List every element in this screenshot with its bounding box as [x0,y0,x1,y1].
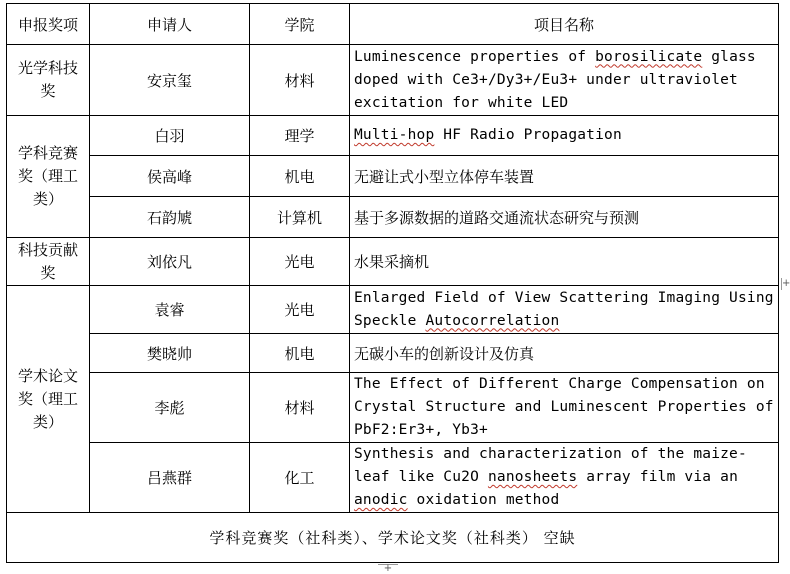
table-row [7,45,779,116]
table-row [7,286,779,334]
award-table-document [6,3,779,563]
applicant-cell: 吕燕群 [90,443,250,513]
project-text: Enlarged Field of View Scattering Imaging Using Speckle [354,289,774,329]
table-row [7,334,779,373]
spellcheck-word: anodic [354,492,408,508]
applicant-cell: 袁睿 [90,286,250,334]
table-row [7,238,779,286]
project-cell: 无碳小车的创新设计及仿真 [350,334,779,373]
table-row [7,116,779,156]
award-cell: 光学科技奖 [7,45,90,116]
project-cell: The Effect of Different Charge Compensation on Crystal Structure and Luminescent Properties of PbF2:Er3+, Yb3+ [350,373,779,443]
project-text: oxidation method [407,492,560,508]
award-cell: 学术论文奖（理工类） [7,286,90,513]
project-cell: 基于多源数据的道路交通流状态研究与预测 [350,197,779,238]
project-text: array film via an [577,469,739,485]
project-cell: 水果采摘机 [350,238,779,286]
table-add-row-handle[interactable]: + [378,564,398,573]
project-text: HF Radio Propagation [434,127,622,143]
project-text: Synthesis and characterization of the maize-leaf like Cu2O [354,446,747,485]
table-row [7,373,779,443]
table-resize-handle[interactable]: + [782,278,790,289]
spellcheck-word: Multi-hop [354,127,435,143]
applicant-cell: 樊晓帅 [90,334,250,373]
applicant-cell: 李彪 [90,373,250,443]
college-cell: 机电 [250,156,350,197]
college-cell: 计算机 [250,197,350,238]
header-award: 申报奖项 [7,4,90,45]
header-project: 项目名称 [350,4,779,45]
college-cell: 材料 [250,373,350,443]
college-cell: 理学 [250,116,350,156]
table-row [7,443,779,513]
award-cell: 学科竞赛奖（理工类） [7,116,90,238]
project-cell [350,286,779,334]
project-cell [350,443,779,513]
college-cell: 光电 [250,286,350,334]
project-cell: 无避让式小型立体停车装置 [350,156,779,197]
project-text: Luminescence properties of [354,48,596,65]
spellcheck-word: borosilicate [595,48,703,65]
award-table [6,3,779,563]
project-cell [350,45,779,116]
vacancy-note: 学科竞赛奖（社科类）、学术论文奖（社科类） 空缺 [7,513,779,563]
table-header-row [7,4,779,45]
award-cell: 科技贡献奖 [7,238,90,286]
college-cell: 化工 [250,443,350,513]
header-applicant: 申请人 [90,4,250,45]
applicant-cell: 侯高峰 [90,156,250,197]
college-cell: 材料 [250,45,350,116]
table-row [7,156,779,197]
header-college: 学院 [250,4,350,45]
applicant-cell: 石韵虓 [90,197,250,238]
table-footer-row [7,513,779,563]
table-row [7,197,779,238]
project-text: glass doped with Ce3+/Dy3+/Eu3+ under ultraviolet excitation for white LED [354,48,756,111]
applicant-cell: 白羽 [90,116,250,156]
applicant-cell: 安京玺 [90,45,250,116]
college-cell: 机电 [250,334,350,373]
spellcheck-word: nanosheets [487,469,578,485]
spellcheck-word: Autocorrelation [425,312,560,329]
college-cell: 光电 [250,238,350,286]
project-cell [350,116,779,156]
applicant-cell: 刘依凡 [90,238,250,286]
